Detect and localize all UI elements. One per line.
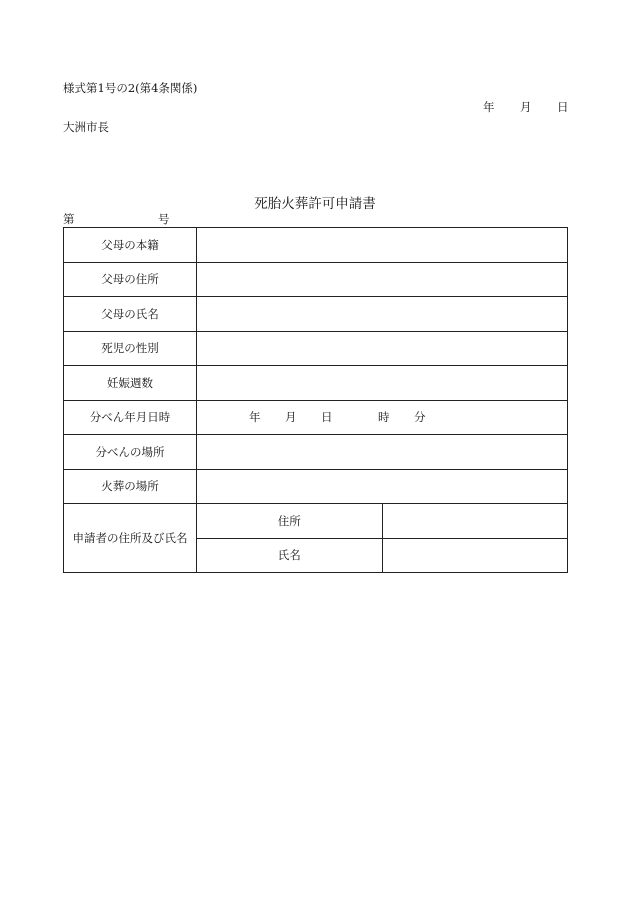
parents-address-field[interactable] — [197, 262, 568, 297]
form-row-sex — [64, 331, 568, 366]
date-year-label: 年 — [483, 100, 495, 114]
applicant-address-label: 住所 — [197, 504, 383, 539]
delivery-month-label: 月 — [285, 410, 297, 425]
row-label: 分べんの場所 — [64, 435, 197, 470]
row-label: 分べん年月日時 — [64, 400, 197, 435]
applicant-name-field[interactable] — [382, 538, 568, 573]
delivery-minute-label: 分 — [414, 410, 426, 425]
form-number: 様式第1号の2(第4条関係) — [63, 81, 198, 95]
addressee: 大洲市長 — [63, 120, 109, 134]
date-line — [483, 99, 569, 115]
delivery-hour-label: 時 — [378, 410, 390, 425]
row-label: 父母の住所 — [64, 262, 197, 297]
stillborn-sex-field[interactable] — [197, 331, 568, 366]
number-suffix: 号 — [158, 212, 170, 226]
document-number-line — [63, 211, 170, 227]
parents-name-field[interactable] — [197, 297, 568, 332]
delivery-datetime-field[interactable] — [197, 400, 568, 435]
delivery-place-field[interactable] — [197, 435, 568, 470]
form-row-domicile — [64, 228, 568, 263]
row-label: 妊娠週数 — [64, 366, 197, 401]
parents-domicile-field[interactable] — [197, 228, 568, 263]
delivery-year-label: 年 — [249, 410, 261, 425]
form-row-delivery-place — [64, 435, 568, 470]
date-month-label: 月 — [520, 100, 532, 114]
row-label: 父母の本籍 — [64, 228, 197, 263]
applicant-label: 申請者の住所及び氏名 — [64, 504, 197, 573]
form-row-names — [64, 297, 568, 332]
row-label: 火葬の場所 — [64, 469, 197, 504]
form-row-address — [64, 262, 568, 297]
date-day-label: 日 — [557, 100, 569, 114]
applicant-address-field[interactable] — [382, 504, 568, 539]
application-form-table — [63, 227, 568, 573]
gestation-weeks-field[interactable] — [197, 366, 568, 401]
form-row-cremation-place — [64, 469, 568, 504]
row-label: 死児の性別 — [64, 331, 197, 366]
form-row-applicant-address — [64, 504, 568, 539]
cremation-place-field[interactable] — [197, 469, 568, 504]
document-title: 死胎火葬許可申請書 — [254, 196, 376, 212]
row-label: 父母の氏名 — [64, 297, 197, 332]
form-row-gestation — [64, 366, 568, 401]
delivery-day-label: 日 — [321, 410, 333, 425]
number-prefix: 第 — [63, 212, 75, 226]
form-row-delivery-datetime — [64, 400, 568, 435]
applicant-name-label: 氏名 — [197, 538, 383, 573]
